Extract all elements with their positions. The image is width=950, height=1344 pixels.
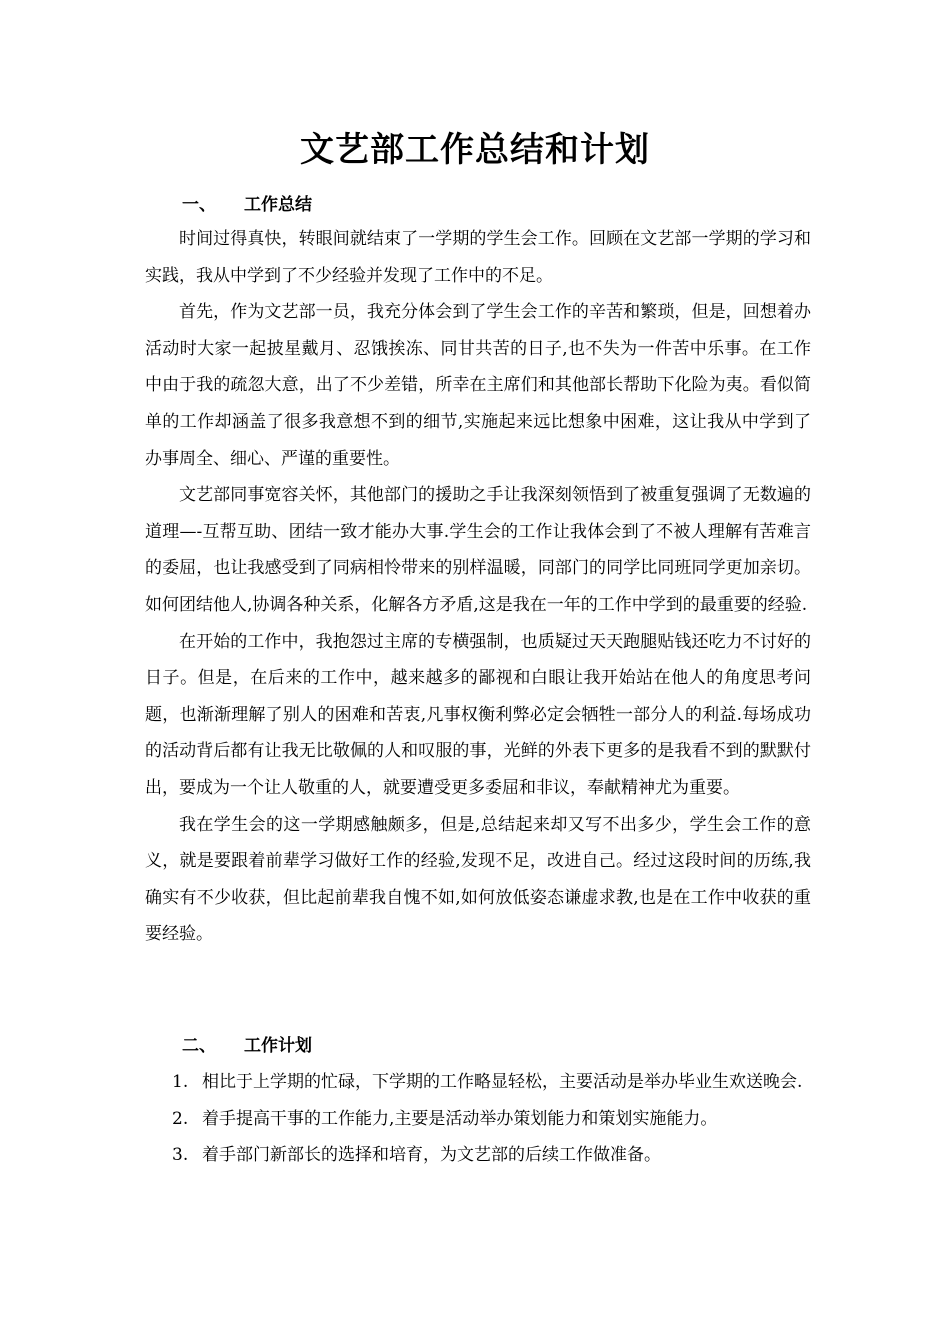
section-title: 工作总结 [244,195,312,215]
paragraph: 文艺部同事宽容关怀，其他部门的援助之手让我深刻领悟到了被重复强调了无数遍的道理—-互帮互助、团结一致才能办大事.学生会的工作让我体会到了不被人理解有苦难言的委屈，也让我感受到了同病相怜带来的别样温暖，同部门的同学比同班同学更加亲切。如何团结他人,协调各种关系，化解各方矛盾,这是我在一年的工作中学到的最重要的经验. [145,485,811,615]
section-heading-plan [182,1033,312,1059]
list-item [172,1064,812,1101]
paragraph: 时间过得真快，转眼间就结束了一学期的学生会工作。回顾在文艺部一学期的学习和实践，我从中学到了不少经验并发现了工作中的不足。 [145,229,811,286]
paragraph: 在开始的工作中，我抱怨过主席的专横强制，也质疑过天天跑腿贴钱还吃力不讨好的日子。但是，在后来的工作中，越来越多的鄙视和白眼让我开始站在他人的角度思考问题，也渐渐理解了别人的困难和苦衷,凡事权衡利弊必定会牺牲一部分人的利益.每场成功的活动背后都有让我无比敬佩的人和叹服的事，光鲜的外表下更多的是我看不到的默默付出，要成为一个让人敬重的人，就要遭受更多委屈和非议，奉献精神尤为重要。 [145,631,811,798]
section-heading-summary [182,192,312,218]
list-item-text: 相比于上学期的忙碌，下学期的工作略显轻松，主要活动是举办毕业生欢送晚会. [202,1072,803,1092]
section-number: 一、 [182,195,216,215]
list-marker: 2. [172,1108,189,1129]
list-marker: 3. [172,1145,189,1166]
list-item-text: 着手提高干事的工作能力,主要是活动举办策划能力和策划实施能力。 [202,1108,718,1129]
list-item-text: 着手部门新部长的选择和培育，为文艺部的后续工作做准备。 [202,1145,661,1166]
list-item [172,1101,812,1138]
paragraph: 首先，作为文艺部一员，我充分体会到了学生会工作的辛苦和繁琐，但是，回想着办活动时大家一起披星戴月、忍饿挨冻、同甘共苦的日子,也不失为一件苦中乐事。在工作中由于我的疏忽大意，出了不少差错，所幸在主席们和其他部长帮助下化险为夷。看似简单的工作却涵盖了很多我意想不到的细节,实施起来远比想象中困难，这让我从中学到了办事周全、细心、严谨的重要性。 [145,302,811,469]
list-item [172,1137,812,1174]
list-marker: 1. [172,1072,189,1092]
section-title: 工作计划 [244,1036,312,1056]
document-title: 文艺部工作总结和计划 [300,130,650,170]
summary-body [145,221,811,953]
plan-list [172,1064,812,1174]
paragraph: 我在学生会的这一学期感触颇多，但是,总结起来却又写不出多少，学生会工作的意义，就是要跟着前辈学习做好工作的经验,发现不足，改进自己。经过这段时间的历练,我确实有不少收获，但比起前辈我自愧不如,如何放低姿态谦虚求教,也是在工作中收获的重要经验。 [145,814,811,945]
section-number: 二、 [182,1036,216,1056]
